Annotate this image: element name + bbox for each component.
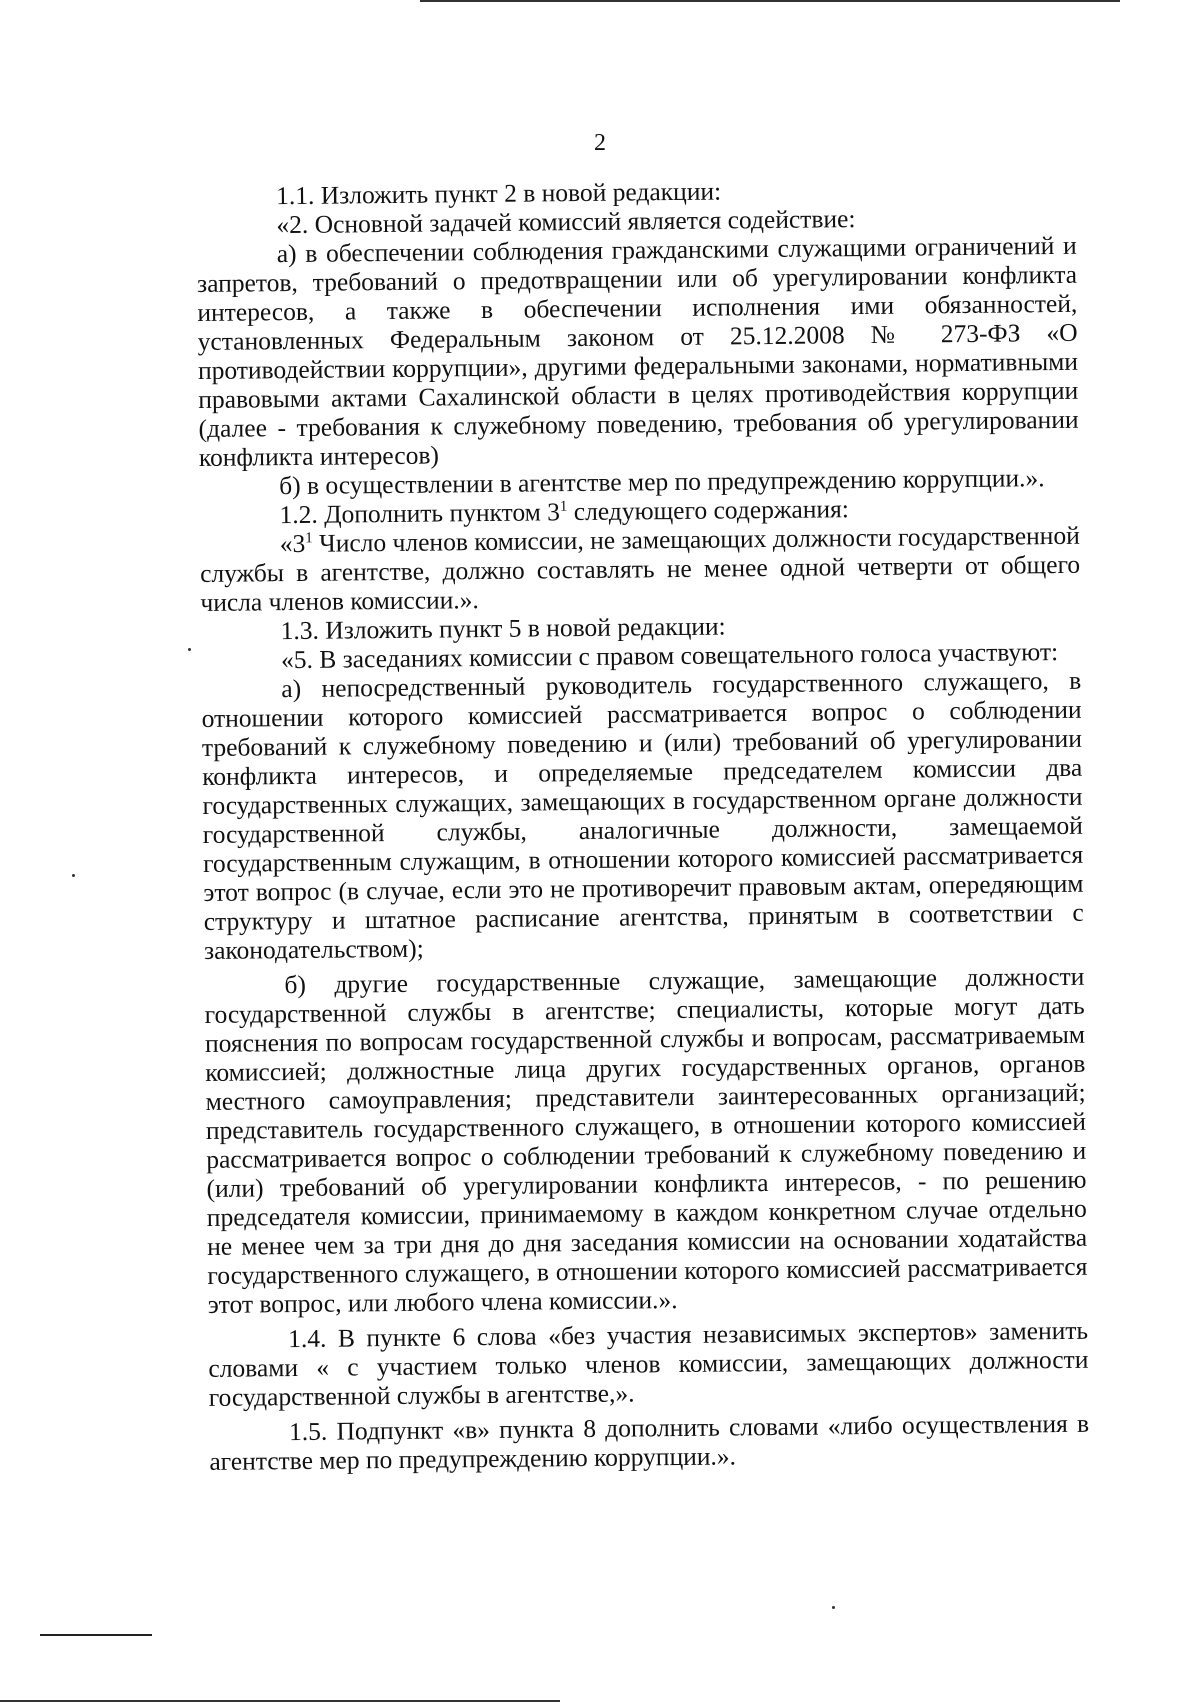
page-number: 2 <box>594 130 606 156</box>
paragraph-1-5: 1.5. Подпункт «в» пункта 8 дополнить словами «либо осуществления в агентстве мер по предупреждению коррупции.». <box>209 1408 1090 1476</box>
scan-speck <box>72 874 75 877</box>
paragraph-1-3: 1.3. Изложить пункт 5 в новой редакции: <box>280 611 726 646</box>
paragraph-1-4: 1.4. В пункте 6 слова «без участия независимых экспертов» заменить словами « с участием только членов комиссии, замещающих должности государственной службы в агентстве,». <box>208 1315 1089 1412</box>
paragraph-1-2-text: 1.2. Дополнить пунктом 3 <box>279 497 561 530</box>
paragraph-point-3-1 <box>200 521 1081 617</box>
superscript-index: 1 <box>559 498 568 515</box>
document-body <box>196 173 1090 1476</box>
paragraph-point-5-b: б) другие государственные служащие, замещающие должности государственной службы в агентстве; специалисты, которые могут дать пояснения по вопросам государственной службы и вопросам, рассматриваемым комиссией; должностные лица других государственных органов, органов местного самоуправления; представители заинтересованных организаций; представитель государственного служащего, в отношении которого комиссией рассматривается вопрос о соблюдении требований к служебному поведению и (или) требований об урегулировании конфликта интересов, - по решению председателя комиссии, принимаемому в каждом конкретном случае отдельно не менее чем за три дня до дня заседания комиссии на основании ходатайства государственного служащего, в отношении которого комиссией рассматривается этот вопрос, или любого члена комиссии.». <box>204 961 1088 1319</box>
scan-speck <box>188 648 191 651</box>
scan-edge-line-top <box>420 0 1120 2</box>
paragraph-1-1: 1.1. Изложить пункт 2 в новой редакции: <box>275 176 722 211</box>
footnote-separator <box>40 1634 152 1636</box>
superscript-index: 1 <box>305 530 313 547</box>
scan-speck <box>832 1606 835 1609</box>
paragraph-point-2-a: а) в обеспечении соблюдения гражданскими служащими ограничений и запретов, требований о предотвращении или об урегулировании конфликта интересов, а также в обеспечении исполнения ими обязанностей, установленных Федеральным законом от 25.12.2008 № 273-ФЗ «О противодействии коррупции», другими федеральными законами, нормативными правовыми актами Сахалинской области в целях противодействия коррупции (далее - требования к служебному поведению, требования об урегулировании конфликта интересов) <box>196 230 1079 472</box>
paragraph-point-2-intro: «2. Основной задачей комиссий является содействие: <box>276 204 856 240</box>
paragraph-point-5-a: а) непосредственный руководитель государственного служащего, в отношении которого комиссией рассматривается вопрос о соблюдении требований к служебному поведению и (или) требований об урегулировании конфликта интересов, и определяемые председателем комиссии два государственных служащих, замещающих в государственном органе должности государственной службы, аналогичные должности, замещаемой государственным служащим, в отношении которого комиссией рассматривается этот вопрос (в случае, если это не противоречит правовым актам, опередяющим структуру и штатное расписание агентства, принятым в соответствии с законодательством); <box>201 665 1084 965</box>
paragraph-point-2-b: б) в осуществлении в агентстве мер по предупреждению коррупции.». <box>279 463 1045 501</box>
scan-edge-line-bottom <box>0 1700 560 1702</box>
point-3-1-text: Число членов комиссии, не замещающих должности государственной службы в агентстве, должно составлять не менее одной четверти от общего числа членов комиссии.». <box>199 520 1081 617</box>
paragraph-1-2-tail: следующего содержания: <box>567 494 850 527</box>
point-3-1-label: «3 <box>279 528 306 559</box>
paragraph-point-5-intro: «5. В заседаниях комиссии с правом совещательного голоса участвуют: <box>280 636 1059 675</box>
